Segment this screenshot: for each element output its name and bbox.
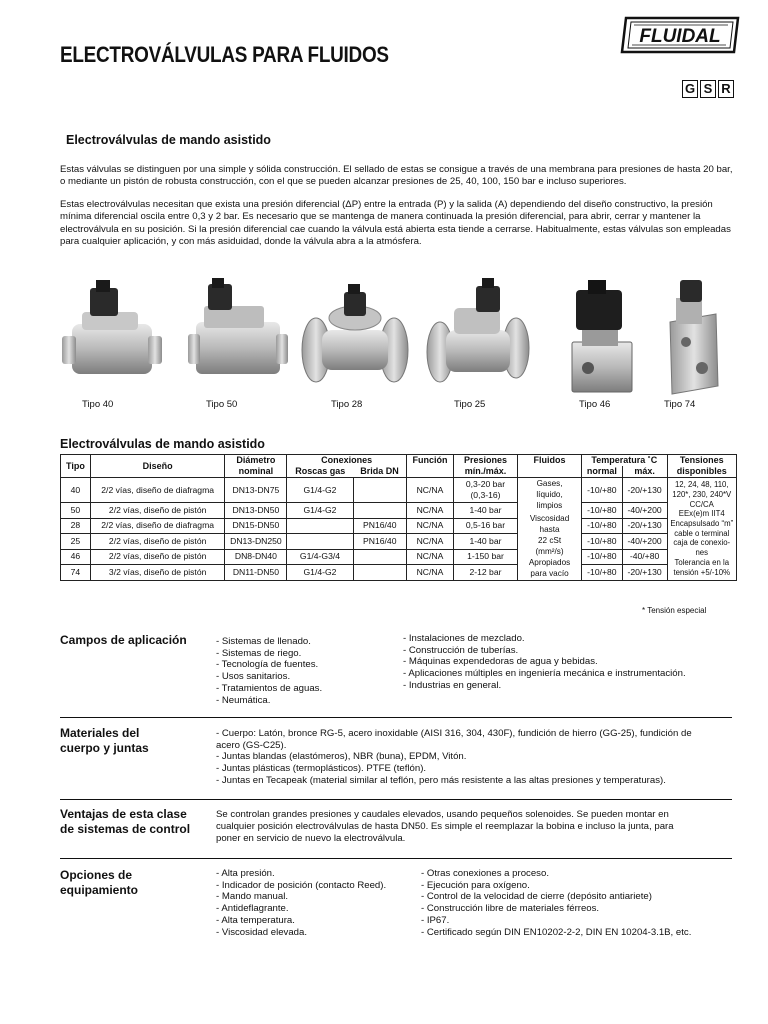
tensiones-line: CC/CA [689,499,714,509]
cell-tipo: 74 [61,565,91,581]
cell-presion: 0,5-16 bar [453,518,517,534]
header-funcion: Función [406,455,453,478]
campos-list-col2 [403,633,686,692]
fluidos-line: Gases, [536,479,563,489]
tensiones-line: EEx(e)m IIT4 [678,509,725,519]
caption-tipo-40: Tipo 40 [82,399,114,410]
list-item: acero (GS-C25). [216,739,287,751]
cell-brida [353,503,406,519]
caption-tipo-50: Tipo 50 [206,399,238,410]
heading-line: de sistemas de control [60,822,191,836]
list-item: - Indicador de posición (contacto Reed). [216,879,387,891]
cell-diseno: 2/2 vías, diseño de diafragma [90,518,225,534]
cell-brida [353,565,406,581]
header-diseno: Diseño [90,455,225,478]
cell-brida [353,478,406,503]
heading-line: Opciones de [60,868,133,882]
list-item: - Tratamientos de aguas. [216,682,323,694]
header-max: máx. [622,466,667,478]
list-item: - Certificado según DIN EN10202-2-2, DIN EN 10204-3.1B, etc. [421,926,692,938]
header-fluidos: Fluidos [518,455,582,478]
cell-presion: 2-12 bar [453,565,517,581]
header-diametro: Diámetro nominal [225,455,287,478]
header-brida: Brida DN [353,466,406,478]
cell-fluidos [518,478,582,581]
list-item: - Tecnología de fuentes. [216,659,319,671]
list-item: - Ejecución para oxígeno. [421,879,530,891]
table-row [61,518,737,534]
cell-normal: -10/+80 [582,478,623,503]
fluidos-line: líquido, [536,490,563,500]
table-row [61,503,737,519]
cell-brida: PN16/40 [353,518,406,534]
cell-diseno: 2/2 vías, diseño de pistón [90,503,225,519]
opciones-list-col2 [421,868,691,938]
header-tensiones: Tensiones disponibles [667,455,737,478]
cell-max: -20/+130 [622,478,667,503]
header-tipo: Tipo [61,455,91,478]
cell-tipo: 25 [61,534,91,550]
fluidos-line: limpios [536,501,563,511]
valve-tipo-25-image [427,278,529,382]
tensiones-line: nes [695,548,709,558]
cell-max: -20/+130 [622,565,667,581]
table-footnote: * Tensión especial [642,606,707,615]
cell-tipo: 46 [61,549,91,565]
cell-diametro: DN13-DN250 [225,534,287,550]
cell-funcion: NC/NA [406,503,453,519]
text-line: cualquier posición electroválvulas de hasta DN50. Es simple el reemplazar la bobina e incluso la junta, para [216,821,674,833]
valve-tipo-28-image [302,284,408,382]
cell-normal: -10/+80 [582,549,623,565]
opciones-list-col1 [216,868,386,938]
list-item: - Otras conexiones a proceso. [421,868,549,879]
cell-normal: -10/+80 [582,518,623,534]
header-presiones: Presiones mín./máx. [453,455,517,478]
ventajas-text [216,809,674,846]
text-line: poner en servicio de nuevo la electroválvula. [216,833,406,845]
cell-diametro: DN15-DN50 [225,518,287,534]
section-divider [60,799,732,800]
cell-roscas [287,518,353,534]
gsr-badge [682,80,734,98]
table-row [61,565,737,581]
list-item: - Antideflagrante. [216,903,289,915]
valve-tipo-74-image [670,280,718,394]
list-item: - Viscosidad elevada. [216,926,308,938]
list-item: - Alta temperatura. [216,914,295,926]
list-item: - Construcción de tuberías. [403,644,519,656]
list-item: - Juntas en Tecapeak (material similar al teflón, pero más resistente a las altas presiones y temperaturas). [216,774,666,786]
cell-funcion: NC/NA [406,518,453,534]
cell-roscas: G1/4-G2 [287,478,353,503]
tensiones-line: caja de conexio- [673,538,731,548]
spec-table [60,454,737,581]
cell-roscas: G1/4-G3/4 [287,549,353,565]
cell-funcion: NC/NA [406,534,453,550]
cell-diametro: DN13-DN50 [225,503,287,519]
table-title: Electroválvulas de mando asistido [60,437,265,451]
list-item: - Juntas plásticas (termoplásticos). PTFE (teflón). [216,763,427,775]
section-heading-ventajas [60,807,190,837]
cell-roscas: G1/4-G2 [287,503,353,519]
tensiones-line: Encapsulsado “m” [670,519,734,529]
tensiones-line: tensión +5/-10% [673,567,731,577]
list-item: - Aplicaciones múltiples en ingeniería mecánica e instrumentación. [403,668,686,680]
fluidos-line: (mm²/s) [535,547,564,557]
cell-brida: PN16/40 [353,534,406,550]
cell-funcion: NC/NA [406,478,453,503]
cell-tipo: 50 [61,503,91,519]
cell-diseno: 2/2 vías, diseño de pistón [90,549,225,565]
list-item: - Máquinas expendedoras de agua y bebidas. [403,656,598,668]
header-conexiones: Conexiones [287,455,407,467]
table-row [61,478,737,503]
cell-normal: -10/+80 [582,503,623,519]
header-temperatura: Temperatura ˚C [582,455,667,467]
logo-text: FLUIDAL [639,26,721,47]
header-normal: normal [582,466,623,478]
list-item: - Cuerpo: Latón, bronce RG-5, acero inoxidable (AISI 316, 304, 430F), fundición de hierro (GG-25), fundición de [216,728,692,739]
fluidos-line: Viscosidad [529,514,570,524]
tensiones-line: 120*, 230, 240*V [672,489,732,499]
table-row [61,549,737,565]
cell-normal: -10/+80 [582,565,623,581]
cell-normal: -10/+80 [582,534,623,550]
cell-tipo: 28 [61,518,91,534]
list-item: - Sistemas de llenado. [216,636,311,647]
section-divider [60,717,732,718]
cell-presion: 1-40 bar [453,534,517,550]
heading-line: Ventajas de esta clase [60,807,187,821]
cell-diametro: DN8-DN40 [225,549,287,565]
cell-roscas [287,534,353,550]
heading-line: cuerpo y juntas [60,741,149,755]
table-row [61,534,737,550]
text-line: Se controlan grandes presiones y caudales elevados, usando pequeños solenoides. Se pueden montar en [216,809,669,820]
section-heading-campos [60,633,187,648]
tensiones-line: 12, 24, 48, 110, [674,480,729,490]
section-divider [60,858,732,859]
cell-max: -20/+130 [622,518,667,534]
cell-tensiones [667,478,737,581]
page-title: ELECTROVÁLVULAS PARA FLUIDOS [60,42,389,67]
header-roscas: Roscas gas [287,466,353,478]
campos-list-col1 [216,636,322,706]
list-item: - Sistemas de riego. [216,647,302,659]
cell-max: -40/+80 [622,549,667,565]
list-item: - IP67. [421,914,450,926]
cell-max: -40/+200 [622,503,667,519]
materiales-list [216,728,692,787]
gsr-letter-s: S [700,80,716,98]
heading-line: Campos de aplicación [60,633,187,647]
caption-tipo-46: Tipo 46 [579,399,611,410]
cell-diametro: DN13-DN75 [225,478,287,503]
list-item: - Neumática. [216,694,271,706]
cell-tipo: 40 [61,478,91,503]
cell-presion: 0,3-20 bar (0,3-16) [453,478,517,503]
list-item: - Usos sanitarios. [216,671,291,683]
section-heading-opciones [60,868,138,898]
product-photos [60,276,740,402]
intro-paragraph-1: Estas válvulas se distinguen por una simple y sólida construcción. El sellado de estas se consigue a través de una membrana para presiones de hasta 20 bar, o mediante un pistón de robusta construcción, con el que se pueden alcanzar presiones de 25, 40, 100, 150 bar e incluso superiores. [60,164,733,188]
gsr-letter-r: R [718,80,734,98]
caption-tipo-74: Tipo 74 [664,399,696,410]
intro-paragraph-2: Estas electroválvulas necesitan que exista una presión diferencial (ΔP) entre la entrada (P) y la salida (A) dependiendo del diseño constructivo, la presión mínima diferencial oscila entre 0,3 y 2 bar. Es necesario que se mantenga de manera continuada la presión diferencial, para abrir, cerrar y mantener la electroválvula en su posición. Si la presión diferencial cae cuando la válvula está abierta esta tiende a cerrarse. Habitualmente, estas válvulas son empleadas para cualquier aplicación, y con más asiduidad, donde la válvula abra a la atmósfera. [60,199,731,247]
list-item: - Control de la velocidad de cierre (depósito antiariete) [421,891,652,903]
fluidal-logo [620,14,740,56]
valve-tipo-50-image [188,278,288,374]
cell-presion: 1-150 bar [453,549,517,565]
heading-line: Materiales del [60,726,140,740]
list-item: - Alta presión. [216,868,275,879]
cell-funcion: NC/NA [406,565,453,581]
valve-tipo-46-image [572,280,632,392]
valve-tipo-40-image [62,280,162,374]
cell-roscas: G1/4-G2 [287,565,353,581]
list-item: - Industrias en general. [403,679,502,691]
cell-funcion: NC/NA [406,549,453,565]
list-item: - Construcción libre de materiales férreos. [421,903,600,915]
fluidos-line: 22 cSt [537,536,562,546]
cell-max: -40/+200 [622,534,667,550]
fluidos-line: para vacío [530,569,569,579]
section-heading-materiales [60,726,149,756]
tensiones-line: Tolerancia en la [674,557,730,567]
fluidos-line: Apropiados [528,558,571,568]
tensiones-line: cable o terminal [674,528,730,538]
caption-tipo-28: Tipo 28 [331,399,363,410]
heading-line: equipamiento [60,883,139,897]
cell-diseno: 2/2 vías, diseño de diafragma [90,478,225,503]
fluidos-line: hasta [539,525,560,535]
list-item: - Instalaciones de mezclado. [403,633,525,644]
intro-subtitle: Electroválvulas de mando asistido [66,133,271,147]
cell-diseno: 3/2 vías, diseño de pistón [90,565,225,581]
cell-diametro: DN11-DN50 [225,565,287,581]
cell-diseno: 2/2 vías, diseño de pistón [90,534,225,550]
list-item: - Juntas blandas (elastómeros), NBR (buna), EPDM, Vitón. [216,751,467,763]
gsr-letter-g: G [682,80,698,98]
cell-presion: 1-40 bar [453,503,517,519]
list-item: - Mando manual. [216,891,288,903]
cell-brida [353,549,406,565]
caption-tipo-25: Tipo 25 [454,399,486,410]
